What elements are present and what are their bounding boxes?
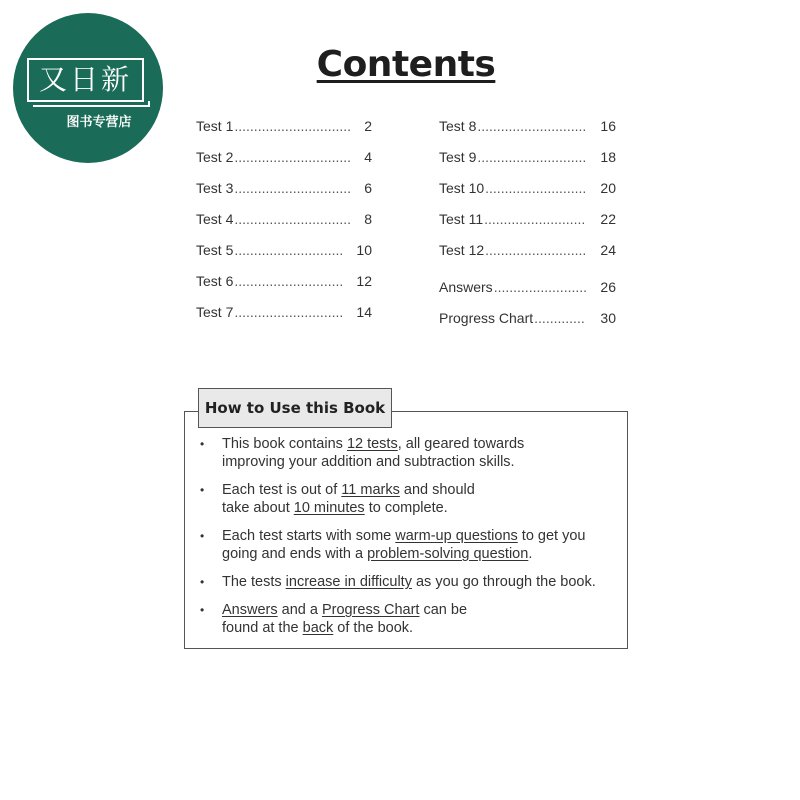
how-to-use-list — [198, 435, 618, 637]
bullet-text: found at the — [222, 620, 303, 636]
toc-page-number: 22 — [600, 211, 616, 227]
toc-page-number: 30 — [600, 310, 616, 326]
bullet-text: to complete. — [364, 500, 448, 516]
how-to-use-heading: How to Use this Book — [198, 388, 392, 428]
toc-entry: Test 1 .............................. 2 — [196, 118, 372, 134]
toc-entry: Test 4 .............................. 8 — [196, 211, 372, 227]
underlined-phrase: problem-solving question — [367, 546, 529, 562]
underlined-phrase: warm-up questions — [395, 528, 518, 544]
toc-column-left — [196, 118, 372, 335]
bullet-text: going and ends with a — [222, 546, 368, 562]
toc-page-number: 8 — [364, 211, 372, 227]
store-logo — [13, 13, 163, 163]
bullet-text: improving your addition and subtraction skills. — [222, 454, 515, 470]
toc-entry: Test 3 .............................. 6 — [196, 180, 372, 196]
toc-entry: Answers ........................ 26 — [439, 279, 616, 295]
toc-entry: Test 9 ............................ 18 — [439, 149, 616, 165]
bullet-text: This book contains — [222, 436, 347, 452]
toc-page-number: 6 — [364, 180, 372, 196]
bullet-text: . — [528, 546, 533, 562]
toc-entry: Test 7 ............................ 14 — [196, 304, 372, 320]
toc-column-right — [439, 118, 616, 341]
toc-page-number: 20 — [600, 180, 616, 196]
underlined-phrase: Answers — [222, 602, 278, 618]
bullet-text: Each test starts with some — [222, 528, 396, 544]
bullet-item — [198, 573, 618, 591]
toc-page-number: 16 — [600, 118, 616, 134]
toc-entry: Test 8 ............................ 16 — [439, 118, 616, 134]
bullet-item — [198, 435, 618, 471]
bullet-item — [198, 481, 618, 517]
toc-page-number: 24 — [600, 242, 616, 258]
page-title: Contents — [316, 44, 496, 85]
underlined-phrase: back — [302, 620, 334, 636]
toc-entry: Test 2 .............................. 4 — [196, 149, 372, 165]
underlined-phrase: 12 tests — [346, 436, 398, 452]
bullet-text: and a — [277, 602, 322, 618]
toc-entry: Test 11 .......................... 22 — [439, 211, 616, 227]
toc-page-number: 26 — [600, 279, 616, 295]
underlined-phrase: increase in difficulty — [285, 574, 412, 590]
logo-subtitle: 图书专营店 — [66, 115, 132, 130]
bullet-text: The tests — [222, 574, 286, 590]
bullet-item — [198, 527, 618, 563]
toc-page-number: 4 — [364, 149, 372, 165]
bullet-text: take about — [222, 500, 294, 516]
toc-entry: Progress Chart ............. 30 — [439, 310, 616, 326]
toc-page-number: 2 — [364, 118, 372, 134]
toc-entry: Test 6 ............................ 12 — [196, 273, 372, 289]
underlined-phrase: Progress Chart — [321, 602, 420, 618]
bullet-text: to get you — [517, 528, 586, 544]
toc-page-number: 10 — [356, 242, 372, 258]
bullet-text: and should — [399, 482, 475, 498]
bullet-text: as you go through the book. — [411, 574, 596, 590]
toc-page-number: 12 — [356, 273, 372, 289]
bullet-text: can be — [419, 602, 468, 618]
bullet-text: of the book. — [333, 620, 414, 636]
toc-page-number: 14 — [356, 304, 372, 320]
bullet-text: Each test is out of — [222, 482, 342, 498]
underlined-phrase: 10 minutes — [293, 500, 365, 516]
toc-page-number: 18 — [600, 149, 616, 165]
logo-name: 又日新 — [38, 63, 132, 96]
toc-entry: Test 10 .......................... 20 — [439, 180, 616, 196]
bullet-text: , all geared towards — [397, 436, 525, 452]
underlined-phrase: 11 marks — [341, 482, 400, 498]
toc-entry: Test 12 .......................... 24 — [439, 242, 616, 258]
toc-entry: Test 5 ............................ 10 — [196, 242, 372, 258]
bullet-item — [198, 601, 618, 637]
